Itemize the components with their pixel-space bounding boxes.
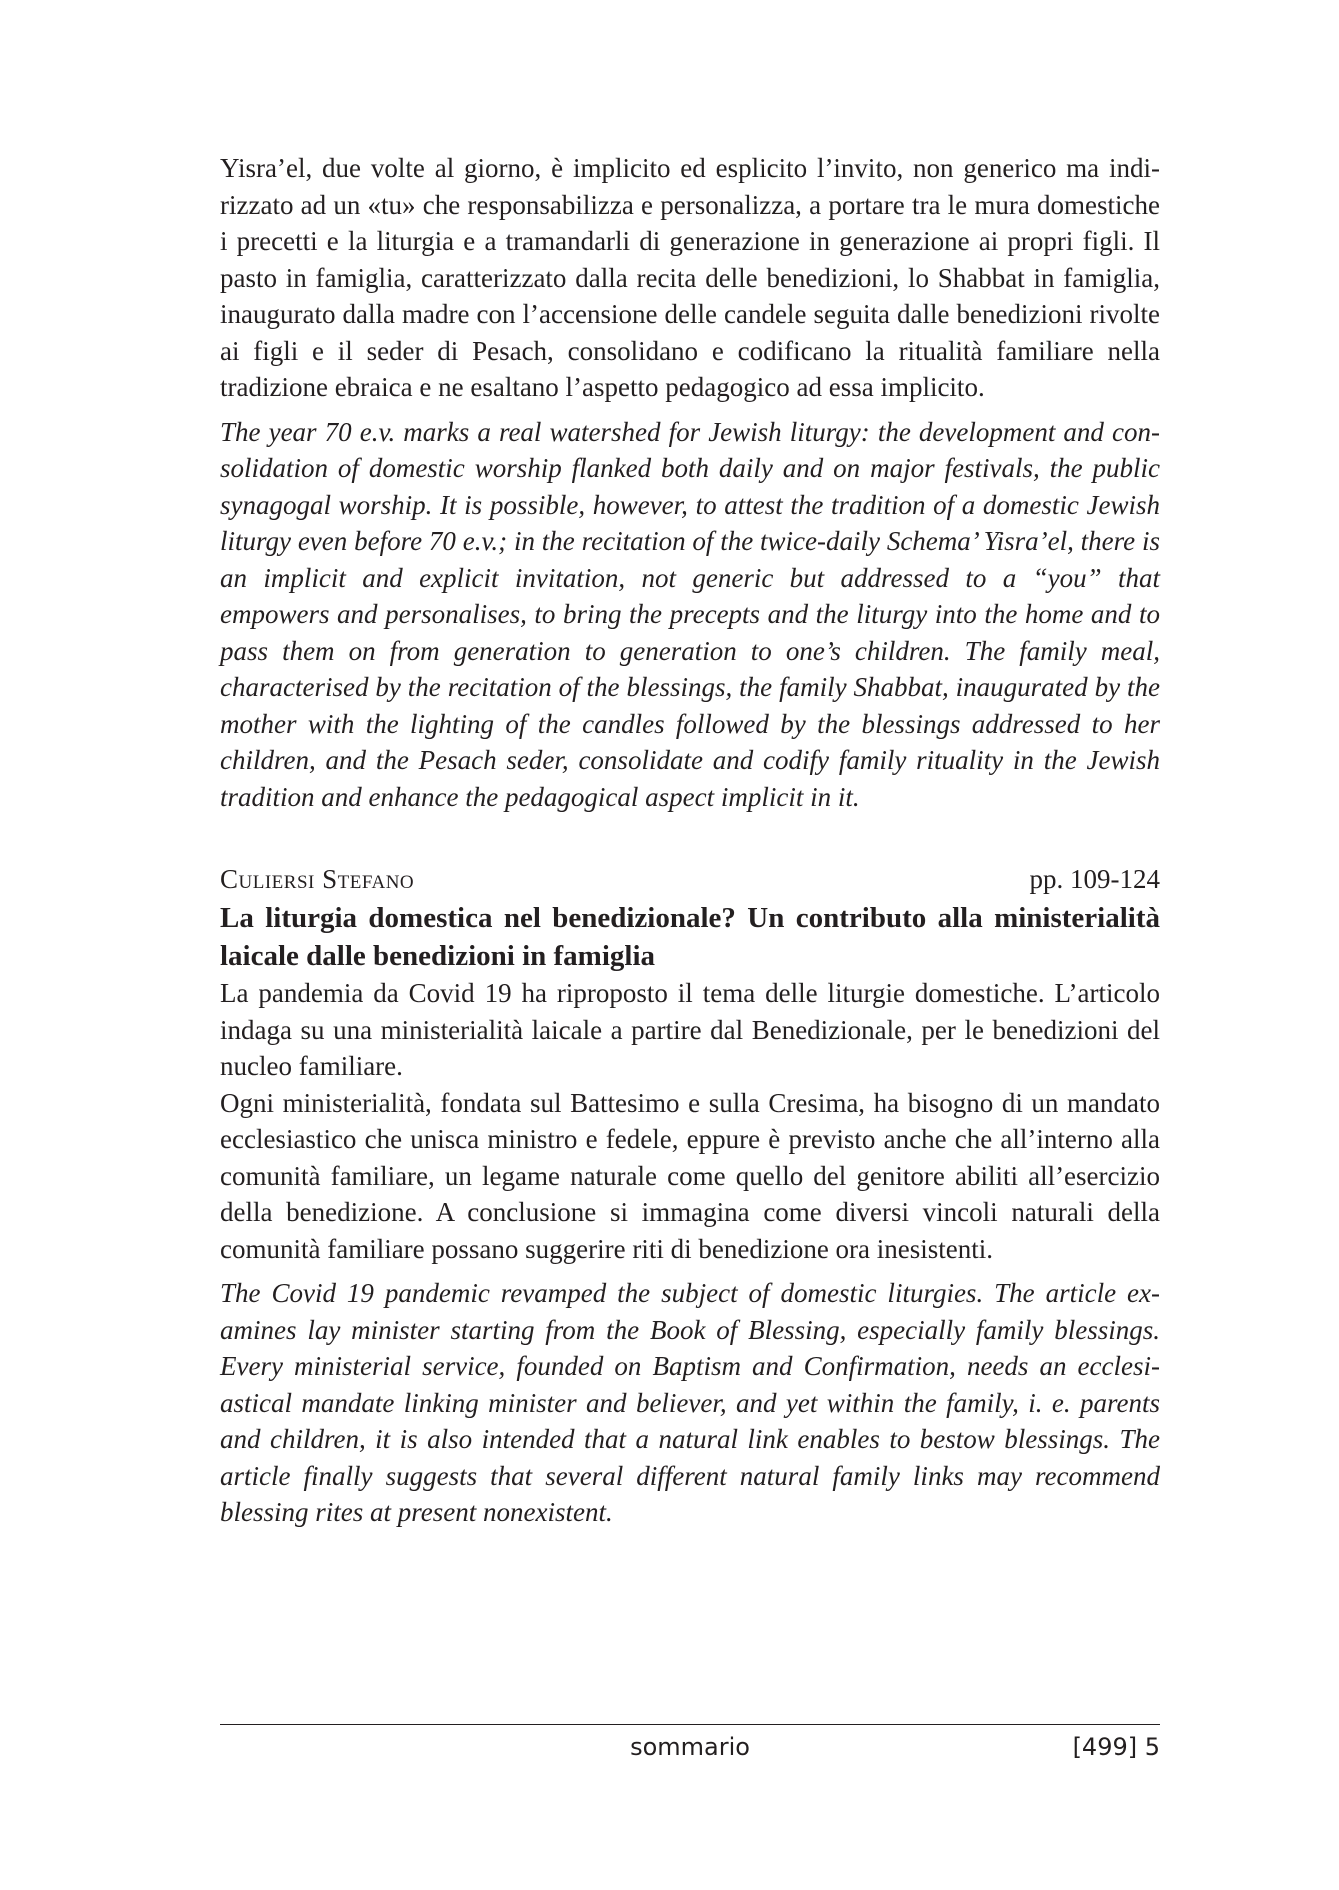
previous-abstract-english: The year 70 e.v. marks a real watershed for Jewish liturgy: the development and consolidation of domestic worship flanked both daily and on major festivals, the public synagogal worship. It is possible, however, to attest the tradition of a domestic Jewish liturgy even before 70 e.v.; in the recitation of the twice-daily Schema’ Yisra’el, there is an implicit and explicit invitation, not generic but addressed to a “you” that empowers and personalises, to bring the precepts and the liturgy into the home and to pass them on from generation to generation to one’s children. The family meal, characterised by the recitation of the blessings, the family Shabbat, inaugurated by the mother with the lighting of the candles followed by the blessings addressed to her children, and the Pesach seder, consolidate and codify family rituality in the Jewish tradition and enhance the pedagogical aspect implicit in it. xyxy=(220,416,1160,812)
article-header xyxy=(220,861,1160,897)
article-abstract-english: The Covid 19 pandemic revamped the subject of domestic liturgies. The article examines lay minister starting from the Book of Blessing, especially family blessings. Every ministerial service, founded on Baptism and Confirmation, needs an ecclesiastical mandate linking minister and believer, and yet within the family, i. e. parents and children, it is also intended that a natural link enables to bestow blessings. The article finally suggests that several different natural family links may recommend blessing rites at present nonexistent. xyxy=(220,1278,1160,1527)
article-abstract-italian-1: La pandemia da Covid 19 ha riproposto il tema delle liturgie domestiche. L’articolo indaga su una ministerialità laicale a partire dal Benedizionale, per le benedizioni del nucleo familiare. xyxy=(220,978,1160,1081)
section-spacer xyxy=(220,815,1160,861)
footer-page-number: [499] 5 xyxy=(1072,1733,1160,1761)
article-abstract-italian-2: Ogni ministerialità, fondata sul Battesimo e sulla Cresima, ha bisogno di un mandato ecclesiastico che unisca ministro e fedele, eppure è previsto anche che all’interno alla comunità familiare, un legame naturale come quello del genitore abiliti all’esercizio della benedizione. A conclusione si immagina come diversi vincoli naturali della comunità familiare possano suggerire riti di benedizione ora inesistenti. xyxy=(220,1087,1160,1264)
article-author: Culiersi Stefano xyxy=(220,864,415,894)
page-footer xyxy=(220,1724,1160,1765)
article-title: La liturgia domestica nel benedizionale? Un contributo alla ministerialità laicale dalle benedizioni in famiglia xyxy=(220,902,1160,972)
footer-section-label: sommario xyxy=(630,1733,750,1761)
previous-abstract-italian: Yisra’el, due volte al giorno, è implicito ed esplicito l’invito, non generico ma indirizzato ad un «tu» che responsabilizza e personalizza, a portare tra le mura domestiche i precetti e la liturgia e a tramandarli di generazione in generazione ai propri figli. Il pasto in famiglia, caratterizzato dalla recita delle benedizioni, lo Shabbat in famiglia, inaugurato dalla madre con l’accensione delle candele seguita dalle benedizioni rivolte ai figli e il seder di Pesach, consolidano e codificano la ritualità familiare nella tradizione ebraica e ne esaltano l’aspetto pedagogico ad essa implicito. xyxy=(220,153,1160,402)
page-body xyxy=(220,150,1160,1531)
article-pages: pp. 109-124 xyxy=(1029,864,1160,894)
